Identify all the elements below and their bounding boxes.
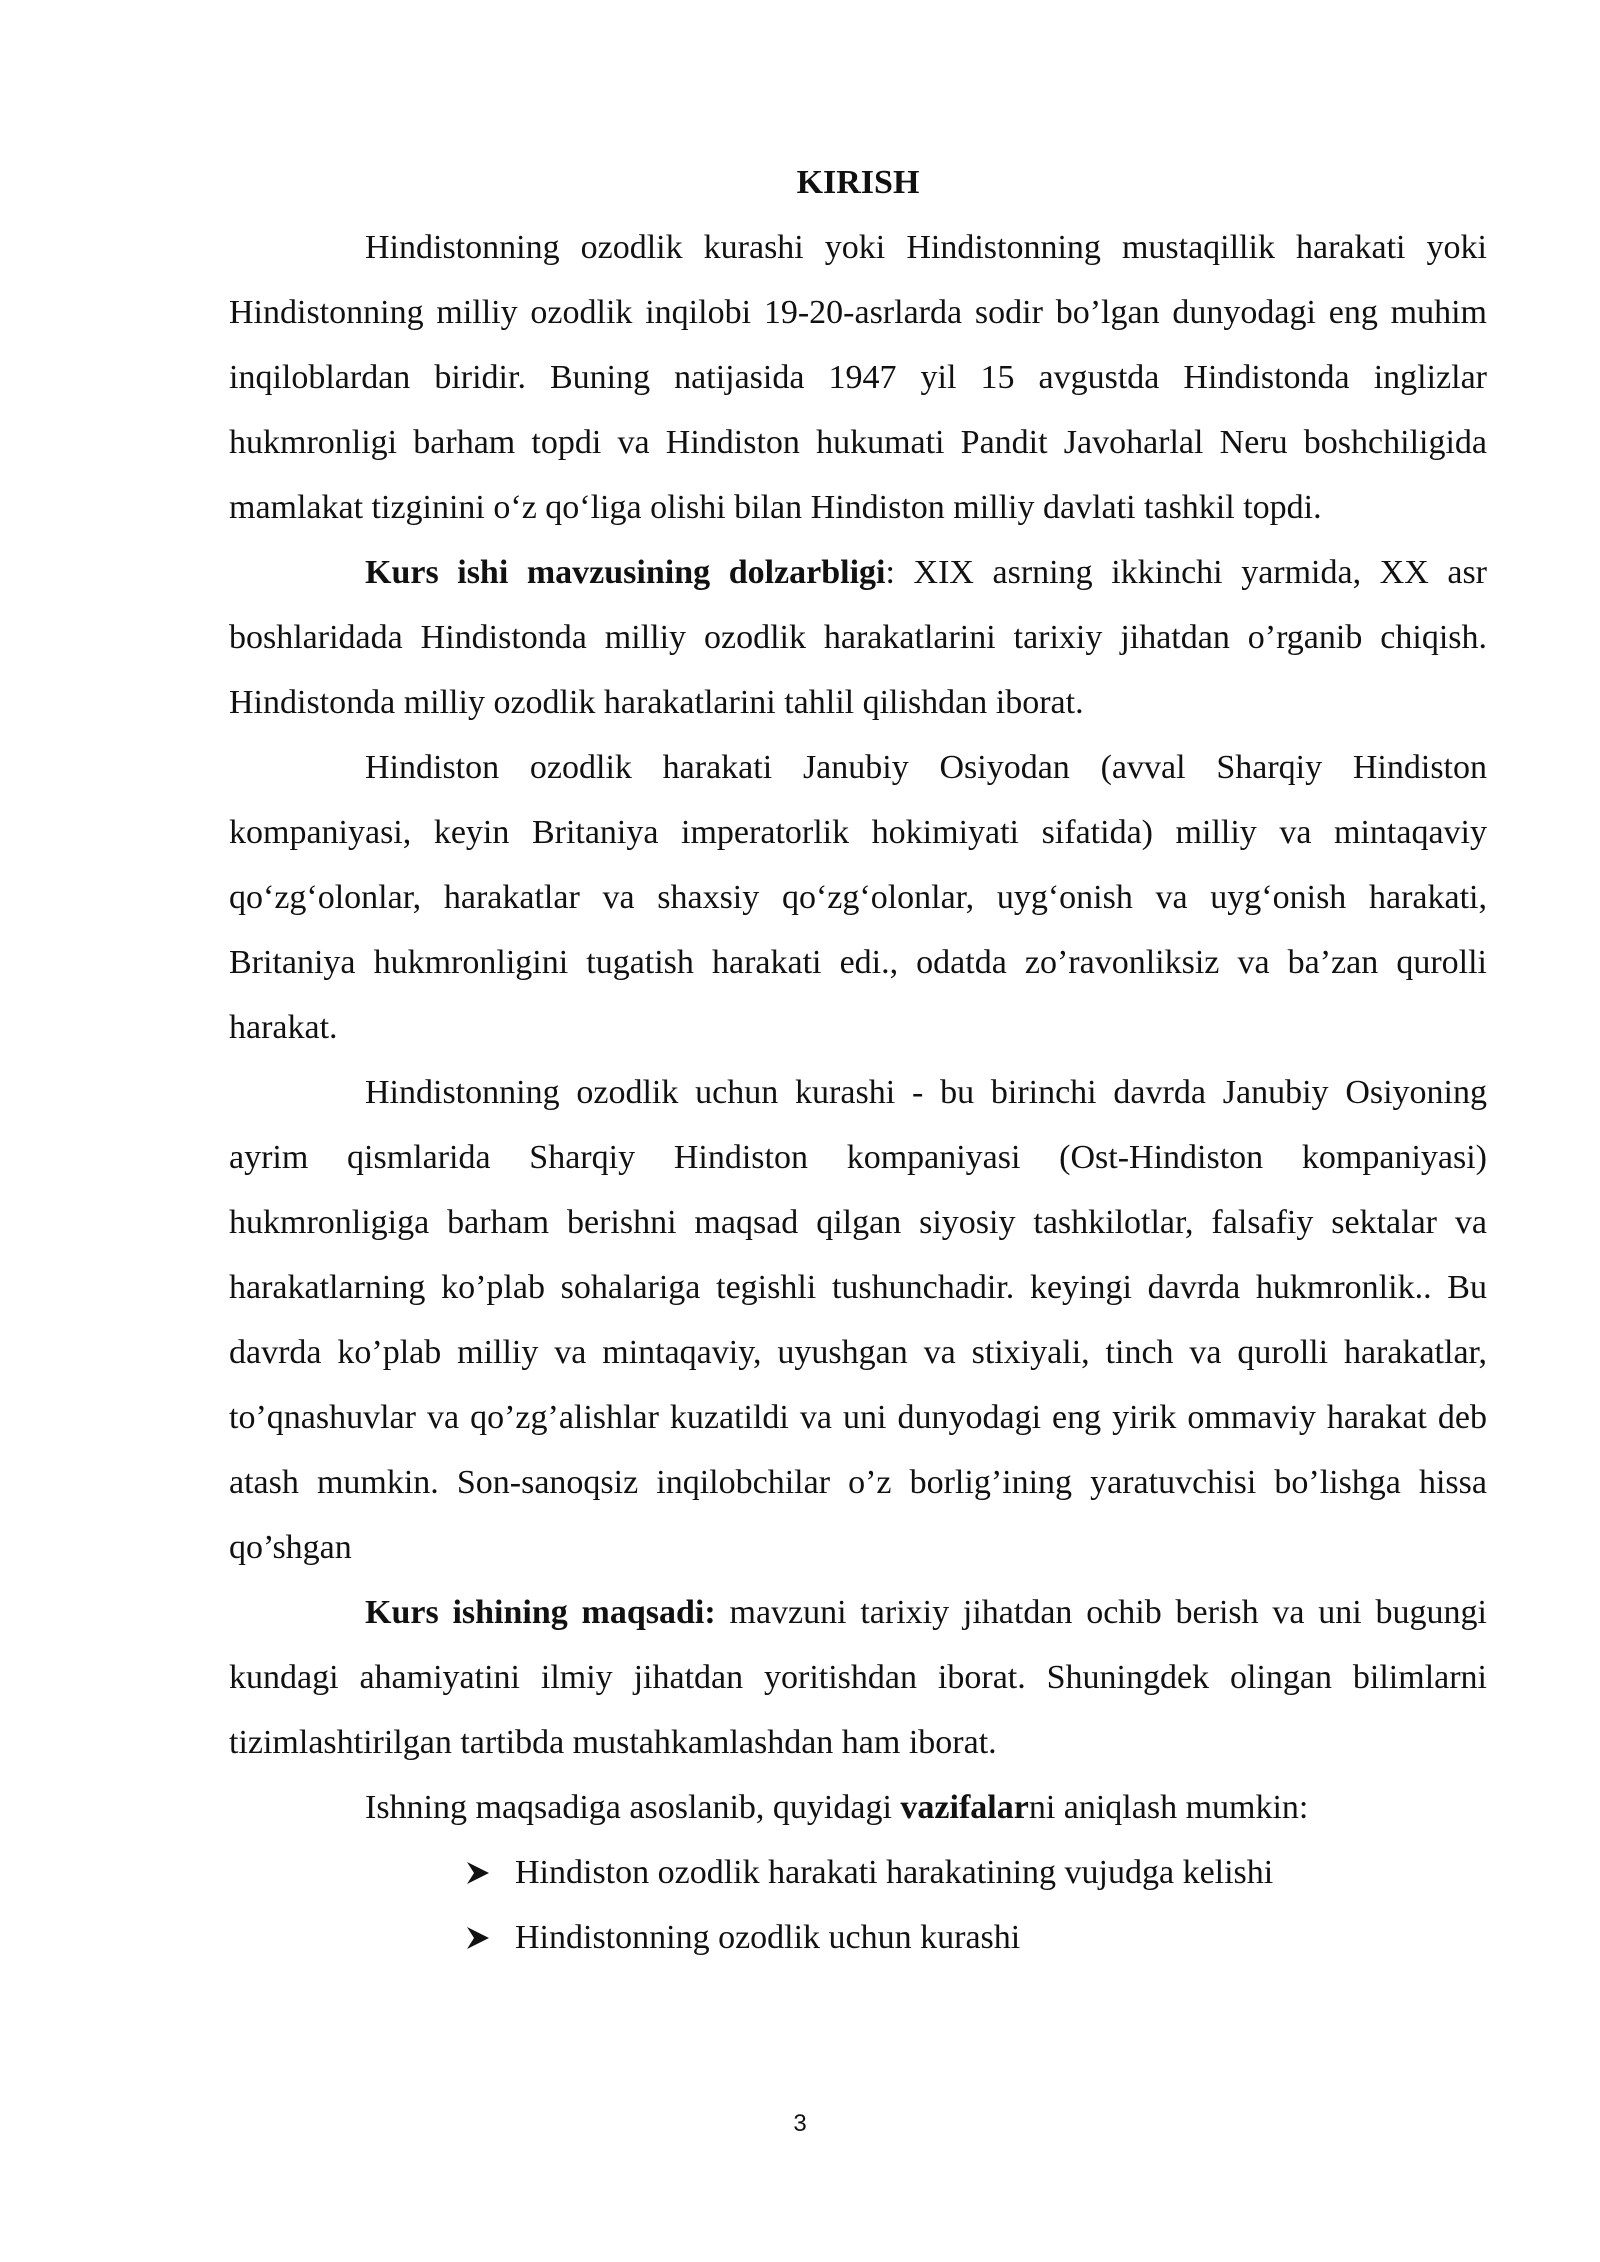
section-heading: KIRISH (796, 164, 920, 201)
tasks-text-before: Ishning maqsadiga asoslanib, quyidagi (365, 1789, 901, 1826)
paragraph-struggle: Hindistonning ozodlik uchun kurashi - bu birinchi davrda Janubiy Osiyoning ayrim qismlarida Sharqiy Hindiston kompaniyasi (Ost-Hindiston kompaniyasi) hukmronligiga barham berishni maqsad qilgan siyosiy tashkilotlar, falsafiy sektalar va harakatlarning ko’plab sohalariga tegishli tushunchadir. keyingi davrda hukmronlik.. Bu davrda ko’plab milliy va mintaqaviy, uyushgan va stixiyali, tinch va qurolli harakatlar, to’qnashuvlar va qo’zg’alishlar kuzatildi va uni dunyodagi eng yirik ommaviy harakat deb atash mumkin. Son-sanoqsiz inqilobchilar o’z borlig’ining yaratuvchisi bo’lishga hissa qo’shgan (229, 1074, 1487, 1566)
paragraph-intro: Hindistonning ozodlik kurashi yoki Hindistonning mustaqillik harakati yoki Hindistonning milliy ozodlik inqilobi 19-20-asrlarda sodir bo’lgan dunyodagi eng muhim inqiloblardan biridir. Buning natijasida 1947 yil 15 avgustda Hindistonda inglizlar hukmronligi barham topdi va Hindiston hukumati Pandit Javoharlal Neru boshchiligida mamlakat tizginini o‘z qo‘liga olishi bilan Hindiston milliy davlati tashkil topdi. (229, 229, 1487, 526)
list-item-text: Hindiston ozodlik harakati harakatining vujudga kelishi (515, 1854, 1274, 1891)
paragraph-goal (229, 1580, 1487, 1775)
paragraph-tasks (229, 1775, 1487, 1840)
task-list (229, 1840, 1487, 1970)
goal-label: Kurs ishining maqsadi: (365, 1594, 716, 1631)
tasks-bold: vazifalar (900, 1789, 1029, 1826)
goal-text: mavzuni tarixiy jihatdan ochib berish va uni bugungi kundagi ahamiyatini ilmiy jihatdan yoritishdan iborat. Shuningdek olingan bilimlarni tizimlashtirilgan tartibda mustahkamlashdan ham iborat. (229, 1594, 1487, 1761)
list-item (229, 1905, 1487, 1970)
list-item-text: Hindistonning ozodlik uchun kurashi (515, 1919, 1021, 1956)
page-number: 3 (793, 2110, 807, 2137)
arrow-bullet-icon (465, 1840, 495, 1905)
page-content (229, 150, 1487, 1970)
relevance-text: : XIX asrning ikkinchi yarmida, XX asr boshlaridada Hindistonda milliy ozodlik harakatlarini tarixiy jihatdan o’rganib chiqish. Hindistonda milliy ozodlik harakatlarini tahlil qilishdan iborat. (229, 554, 1488, 721)
arrow-bullet-icon (465, 1905, 495, 1970)
paragraph-relevance (229, 540, 1487, 735)
list-item (229, 1840, 1487, 1905)
paragraph-movement: Hindiston ozodlik harakati Janubiy Osiyodan (avval Sharqiy Hindiston kompaniyasi, keyin Britaniya imperatorlik hokimiyati sifatida) milliy va mintaqaviy qo‘zg‘olonlar, harakatlar va shaxsiy qo‘zg‘olonlar, uyg‘onish va uyg‘onish harakati, Britaniya hukmronligini tugatish harakati edi., odatda zo’ravonliksiz va ba’zan qurolli harakat. (229, 749, 1487, 1046)
tasks-text-after: ni aniqlash mumkin: (1028, 1789, 1309, 1826)
relevance-label: Kurs ishi mavzusining dolzarbligi (365, 554, 886, 591)
